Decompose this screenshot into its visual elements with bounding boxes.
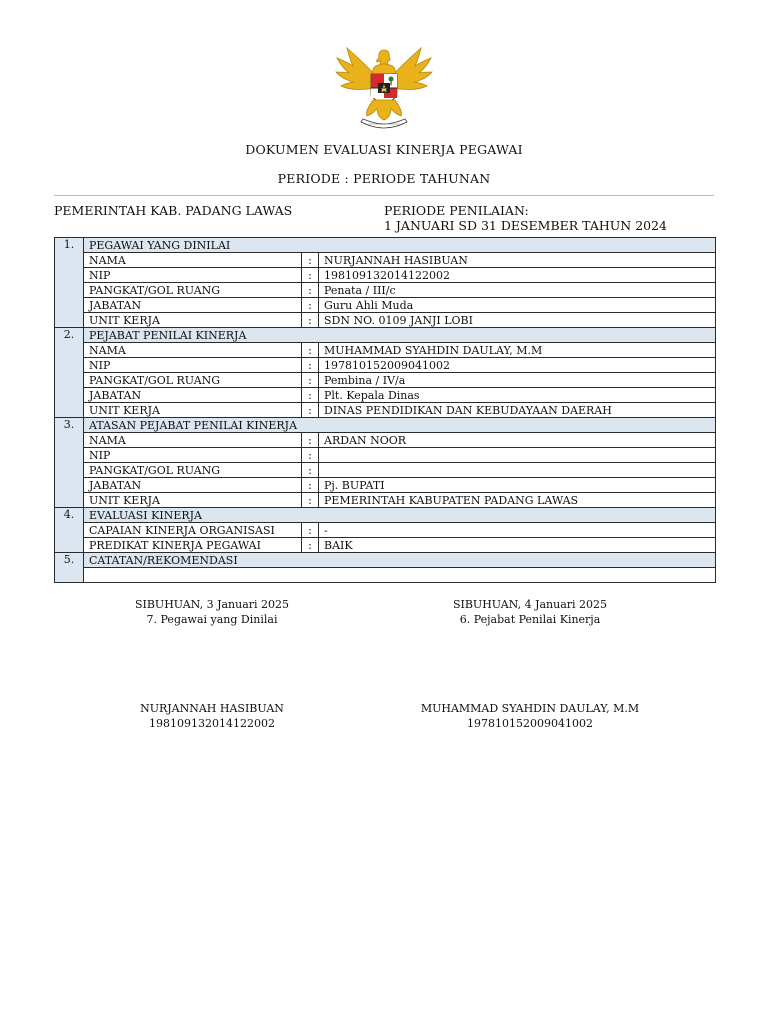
left-signatory: [62, 701, 362, 731]
colon: :: [302, 463, 319, 478]
section-heading: CATATAN/REKOMENDASI: [84, 553, 716, 568]
field-value: [319, 463, 716, 478]
field-value: DINAS PENDIDIKAN DAN KEBUDAYAAN DAERAH: [319, 403, 716, 418]
divider: [54, 195, 714, 196]
field-label: NAMA: [84, 433, 302, 448]
field-label: PREDIKAT KINERJA PEGAWAI: [84, 538, 302, 553]
table-row: [55, 313, 716, 328]
colon: :: [302, 448, 319, 463]
colon: :: [302, 253, 319, 268]
field-value: ARDAN NOOR: [319, 433, 716, 448]
period-line: PERIODE : PERIODE TAHUNAN: [277, 171, 491, 186]
field-value: 197810152009041002: [319, 358, 716, 373]
table-row: [55, 523, 716, 538]
signature-role: 7. Pegawai yang Dinilai: [146, 613, 278, 626]
field-label: NAMA: [84, 253, 302, 268]
field-label: JABATAN: [84, 478, 302, 493]
section-5-header: [55, 553, 716, 568]
field-label: PANGKAT/GOL RUANG: [84, 373, 302, 388]
field-value: SDN NO. 0109 JANJI LOBI: [319, 313, 716, 328]
section-heading: PEJABAT PENILAI KINERJA: [84, 328, 716, 343]
table-row: [55, 373, 716, 388]
table-row: [55, 298, 716, 313]
field-label: UNIT KERJA: [84, 313, 302, 328]
table-row: [55, 388, 716, 403]
field-value: NURJANNAH HASIBUAN: [319, 253, 716, 268]
field-value: -: [319, 523, 716, 538]
colon: :: [302, 403, 319, 418]
field-value: Plt. Kepala Dinas: [319, 388, 716, 403]
section-number: 3.: [55, 418, 84, 508]
table-row: [55, 403, 716, 418]
colon: :: [302, 313, 319, 328]
signatory-nip: 197810152009041002: [467, 717, 593, 730]
assessment-period: [384, 203, 667, 233]
colon: :: [302, 388, 319, 403]
field-value: Pj. BUPATI: [319, 478, 716, 493]
colon: :: [302, 298, 319, 313]
left-signature-block: [62, 597, 362, 627]
table-row: [55, 433, 716, 448]
signature-place-date: SIBUHUAN, 4 Januari 2025: [452, 598, 608, 611]
field-value: Pembina / IV/a: [319, 373, 716, 388]
garuda-pancasila-emblem-icon: [333, 42, 435, 132]
assessment-period-label: PERIODE PENILAIAN:: [384, 203, 529, 218]
assessment-period-value: 1 JANUARI SD 31 DESEMBER TAHUN 2024: [384, 218, 668, 233]
signatory-nip: 198109132014122002: [149, 717, 275, 730]
right-signature-block: [380, 597, 680, 627]
signature-place-date: SIBUHUAN, 3 Januari 2025: [134, 598, 290, 611]
section-heading: ATASAN PEJABAT PENILAI KINERJA: [84, 418, 716, 433]
colon: :: [302, 343, 319, 358]
table-row: [55, 253, 716, 268]
signature-role: 6. Pejabat Penilai Kinerja: [459, 613, 601, 626]
field-label: JABATAN: [84, 388, 302, 403]
evaluation-table: [54, 237, 716, 583]
section-number: 4.: [55, 508, 84, 553]
colon: :: [302, 283, 319, 298]
field-label: PANGKAT/GOL RUANG: [84, 283, 302, 298]
colon: :: [302, 493, 319, 508]
section-1-header: [55, 238, 716, 253]
field-label: NIP: [84, 358, 302, 373]
colon: :: [302, 523, 319, 538]
government-name: PEMERINTAH KAB. PADANG LAWAS: [54, 203, 293, 218]
field-label: NIP: [84, 268, 302, 283]
section-heading: PEGAWAI YANG DINILAI: [84, 238, 716, 253]
table-row: [55, 463, 716, 478]
section-4-header: [55, 508, 716, 523]
field-label: JABATAN: [84, 298, 302, 313]
colon: :: [302, 373, 319, 388]
field-value: MUHAMMAD SYAHDIN DAULAY, M.M: [319, 343, 716, 358]
colon: :: [302, 433, 319, 448]
field-value: 198109132014122002: [319, 268, 716, 283]
table-row: [55, 283, 716, 298]
table-row: [55, 358, 716, 373]
section-heading: EVALUASI KINERJA: [84, 508, 716, 523]
field-value: PEMERINTAH KABUPATEN PADANG LAWAS: [319, 493, 716, 508]
table-row: [55, 343, 716, 358]
table-row: [55, 568, 716, 583]
field-value: BAIK: [319, 538, 716, 553]
colon: :: [302, 478, 319, 493]
signatory-name: NURJANNAH HASIBUAN: [140, 702, 284, 715]
field-label: UNIT KERJA: [84, 493, 302, 508]
table-row: [55, 493, 716, 508]
field-label: NAMA: [84, 343, 302, 358]
right-signatory: [380, 701, 680, 731]
section-3-header: [55, 418, 716, 433]
field-label: NIP: [84, 448, 302, 463]
section-number: 1.: [55, 238, 84, 328]
field-label: UNIT KERJA: [84, 403, 302, 418]
colon: :: [302, 358, 319, 373]
table-row: [55, 478, 716, 493]
field-label: CAPAIAN KINERJA ORGANISASI: [84, 523, 302, 538]
field-value: Guru Ahli Muda: [319, 298, 716, 313]
section-number: 2.: [55, 328, 84, 418]
colon: :: [302, 268, 319, 283]
section-number: 5.: [55, 553, 84, 583]
table-row: [55, 268, 716, 283]
signatory-name: MUHAMMAD SYAHDIN DAULAY, M.M: [420, 702, 640, 715]
notes-content: [84, 568, 716, 583]
document-title: DOKUMEN EVALUASI KINERJA PEGAWAI: [245, 142, 523, 157]
section-2-header: [55, 328, 716, 343]
colon: :: [302, 538, 319, 553]
field-value: Penata / III/c: [319, 283, 716, 298]
table-row: [55, 448, 716, 463]
field-label: PANGKAT/GOL RUANG: [84, 463, 302, 478]
table-row: [55, 538, 716, 553]
field-value: [319, 448, 716, 463]
